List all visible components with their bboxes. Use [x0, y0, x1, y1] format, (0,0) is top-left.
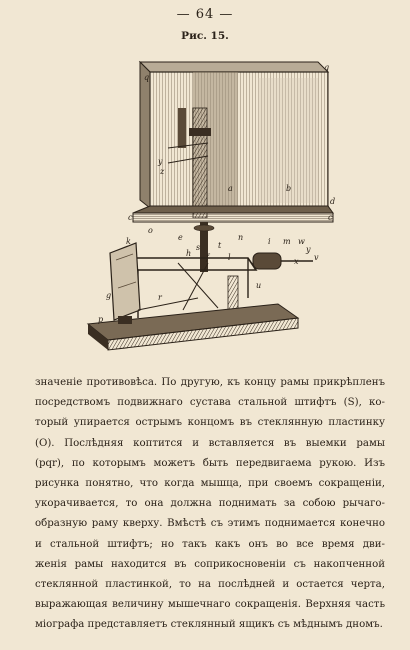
text-line: значеніе противовѣса. По другую, къ концу рамы прикрѣпленъ — [35, 377, 385, 388]
label-q-right: q — [324, 63, 330, 72]
label-w: w — [298, 237, 305, 246]
label-u: u — [256, 281, 262, 290]
text-line: торый упирается острымъ концомъ въ стеклянную пластинку — [35, 417, 385, 429]
text-line: рисунка понятно, что когда мышца, при своемъ сокращеніи, — [35, 478, 385, 490]
text-line: и стальной штифтъ; но такъ какъ онъ во все время дви- — [35, 538, 385, 550]
label-f: f — [206, 253, 209, 262]
label-c-right: c — [328, 213, 333, 222]
label-l: l — [228, 253, 231, 262]
text-line: укорачивается, то она должна поднимать за собою рычаго- — [35, 498, 385, 510]
label-c-left: c — [128, 213, 133, 222]
label-m: m — [283, 237, 291, 246]
text-line: посредствомъ подвижнаго сустава стальной штифтъ (S), ко- — [35, 397, 385, 409]
label-q-left: q — [144, 73, 150, 82]
figure-caption: Рис. 15. — [181, 30, 229, 42]
label-z: z — [160, 167, 165, 176]
text-line: міографа представляетъ стеклянный ящикъ съ мѣднымъ дномъ. — [35, 619, 383, 631]
label-y: y — [158, 157, 163, 166]
label-b: b — [286, 184, 292, 193]
glass-box — [140, 62, 328, 208]
label-o: o — [148, 226, 153, 235]
text-line: (O). Послѣдняя коптится и вставляется въ выемки рамы — [35, 437, 385, 449]
label-k: k — [126, 237, 131, 246]
label-n: n — [238, 233, 244, 242]
box-base — [133, 206, 333, 222]
text-line: женія рамы находится въ соприкосновеніи съ накопченной — [35, 558, 385, 570]
body-text — [35, 373, 385, 636]
text-line: образную раму кверху. Вмѣстѣ съ этимъ поднимается конечно — [35, 518, 385, 530]
label-t: t — [218, 241, 222, 250]
label-p: p — [98, 315, 104, 324]
label-s: s — [196, 243, 201, 252]
label-a: a — [228, 184, 233, 193]
myograph-figure — [78, 48, 338, 358]
label-g: g — [106, 291, 112, 300]
label-x: x — [294, 257, 299, 266]
label-d: d — [330, 197, 336, 206]
myograph-engraving — [78, 48, 338, 358]
label-h: h — [186, 249, 192, 258]
text-line: выражающая величину мышечнаго сокращенія. Верхняя часть — [35, 599, 385, 611]
label-i: i — [268, 237, 271, 246]
text-line: стеклянной пластинкой, то на послѣдней и остается черта, — [35, 579, 385, 591]
label-r: r — [158, 293, 162, 302]
page-number: — 64 — — [176, 7, 234, 22]
label-v: v — [314, 253, 319, 262]
label-e: e — [178, 233, 183, 242]
label-y2: y — [306, 245, 311, 254]
plate-holder — [110, 243, 201, 320]
text-line: (pqr), по которымъ можетъ быть передвигаема рукою. Изъ — [35, 457, 385, 469]
